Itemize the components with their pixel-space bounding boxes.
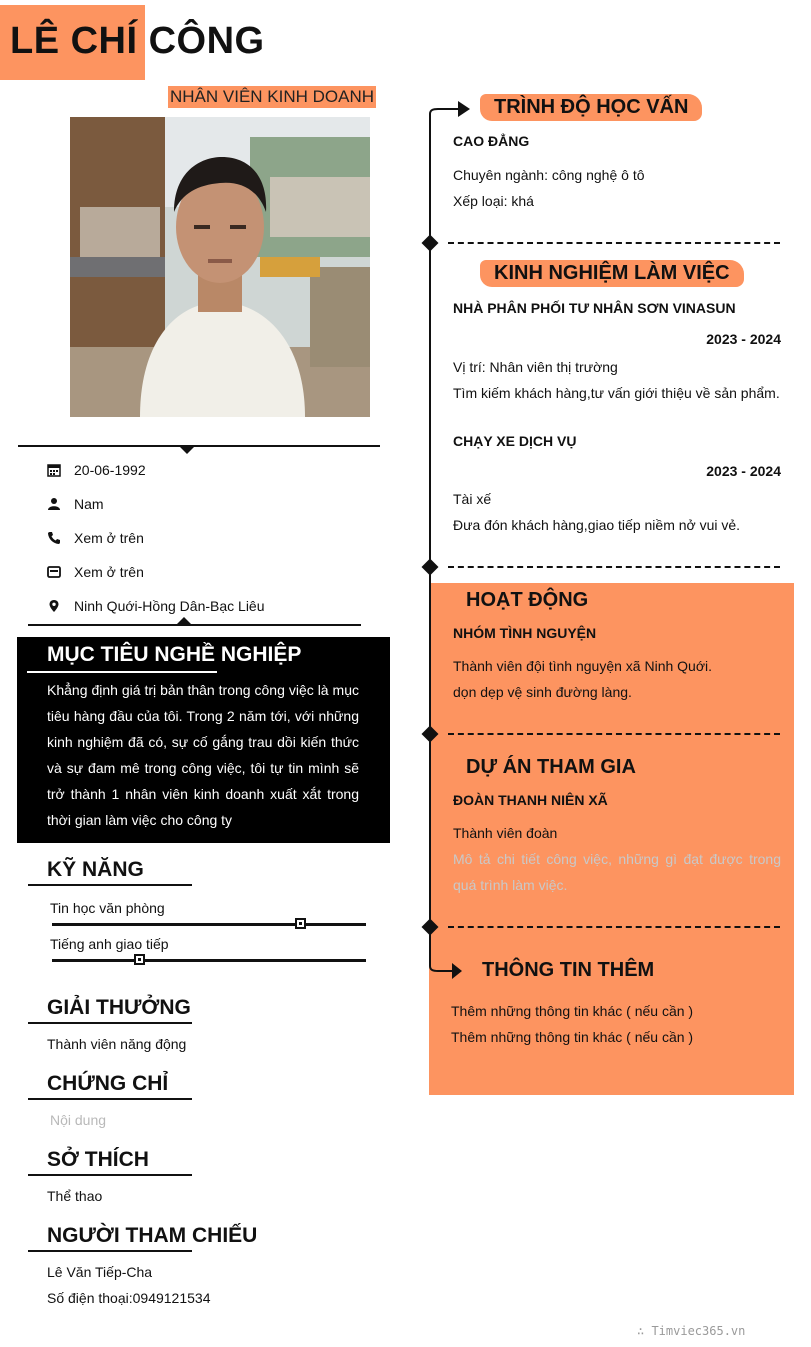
profile-photo	[70, 117, 370, 417]
section-underline	[28, 884, 192, 886]
timeline-start-arrow	[424, 98, 474, 128]
hobbies-text: Thể thao	[47, 1188, 103, 1204]
section-underline	[28, 1098, 192, 1100]
job-years: 2023 - 2024	[706, 463, 781, 479]
references-title: NGƯỜI THAM CHIẾU	[47, 1224, 258, 1247]
job-description: Tìm kiếm khách hàng,tư vấn giới thiệu về sản phẩm.	[453, 385, 780, 401]
skill-name: Tin học văn phòng	[50, 900, 165, 916]
info-phone	[47, 527, 144, 549]
email-icon	[47, 565, 74, 579]
info-value: Xem ở trên	[74, 530, 144, 546]
additional-title: THÔNG TIN THÊM	[482, 959, 655, 981]
skills-title: KỸ NĂNG	[47, 858, 144, 881]
experience-title: KINH NGHIỆM LÀM VIỆC	[480, 260, 744, 287]
job-company: CHẠY XE DỊCH VỤ	[453, 433, 577, 449]
project-role: Thành viên đoàn	[453, 825, 558, 841]
calendar-icon	[47, 463, 74, 477]
info-value: 20-06-1992	[74, 462, 146, 478]
location-icon	[47, 599, 74, 613]
section-underline	[28, 1022, 192, 1024]
job-company: NHÀ PHÂN PHỐI TƯ NHÂN SƠN VINASUN	[453, 300, 736, 316]
hobbies-title: SỞ THÍCH	[47, 1148, 149, 1171]
skill-level-handle[interactable]	[295, 918, 306, 929]
timeline-node	[422, 559, 439, 576]
info-email	[47, 561, 144, 583]
section-underline	[28, 1250, 192, 1252]
job-role: Tài xế	[453, 491, 492, 507]
info-value: Ninh Quới-Hồng Dân-Bạc Liêu	[74, 598, 265, 614]
skill-name: Tiếng anh giao tiếp	[50, 936, 169, 952]
projects-title: DỰ ÁN THAM GIA	[466, 756, 636, 778]
activities-line: dọn dẹp vệ sinh đường làng.	[453, 684, 632, 700]
education-grade: Xếp loại: khá	[453, 193, 534, 209]
dashed-divider	[448, 926, 780, 928]
job-years: 2023 - 2024	[706, 331, 781, 347]
watermark: ∴ Timviec365.vn	[637, 1324, 746, 1338]
candidate-name: LÊ CHÍ CÔNG	[10, 20, 265, 62]
job-role: Vị trí: Nhân viên thị trường	[453, 359, 618, 375]
skill-bar	[52, 959, 366, 962]
dashed-divider	[448, 242, 780, 244]
career-objective	[17, 637, 390, 843]
activities-title: HOẠT ĐỘNG	[466, 589, 589, 611]
timeline-node	[422, 235, 439, 252]
skill-bar	[52, 923, 366, 926]
section-title: MỤC TIÊU NGHỀ NGHIỆP	[47, 643, 302, 666]
info-value: Nam	[74, 496, 104, 512]
dashed-divider	[448, 733, 780, 735]
section-underline	[28, 1174, 192, 1176]
education-major: Chuyên ngành: công nghệ ô tô	[453, 167, 645, 183]
caret-up-icon	[176, 617, 192, 625]
awards-title: GIẢI THƯỞNG	[47, 996, 191, 1019]
objective-text: Khẳng định giá trị bản thân trong công việc là mục tiêu hàng đầu của tôi. Trong 2 năm tới, với những kinh nghiệm đã có, sự cố gắng trau dồi kiến thức và sự đam mê trong công việc, tôi tự tin mình sẽ trở thành 1 nhân viên kinh doanh xuất xắt trong thời gian làm việc cho công ty	[47, 682, 359, 828]
skill-level-handle[interactable]	[134, 954, 145, 965]
additional-line: Thêm những thông tin khác ( nếu cần )	[451, 1003, 694, 1019]
additional-line: Thêm những thông tin khác ( nếu cần )	[451, 1029, 694, 1045]
timeline-end-arrow	[424, 960, 466, 984]
project-description: Mô tả chi tiết công việc, những gì đạt được trong quá trình làm việc.	[453, 851, 781, 893]
info-address	[47, 595, 265, 617]
activities-line: Thành viên đội tình nguyện xã Ninh Quới.	[453, 658, 713, 674]
reference-name: Lê Văn Tiếp-Cha	[47, 1264, 153, 1280]
caret-down-icon	[179, 446, 195, 454]
divider	[28, 624, 361, 626]
certificates-text: Nội dung	[50, 1112, 107, 1128]
reference-phone: Số điện thoại:0949121534	[47, 1290, 211, 1306]
info-birthday	[47, 459, 146, 481]
person-icon	[47, 497, 74, 511]
education-school: CAO ĐẲNG	[453, 133, 530, 149]
divider	[18, 445, 380, 447]
awards-text: Thành viên năng động	[47, 1036, 187, 1052]
job-description: Đưa đón khách hàng,giao tiếp niềm nở vui vẻ.	[453, 517, 741, 533]
job-position: NHÂN VIÊN KINH DOANH	[170, 87, 375, 106]
certificates-title: CHỨNG CHỈ	[47, 1072, 169, 1095]
phone-icon	[47, 531, 74, 545]
project-org: ĐOÀN THANH NIÊN XÃ	[453, 792, 608, 808]
info-gender	[47, 493, 104, 515]
section-underline	[27, 671, 217, 673]
dashed-divider	[448, 566, 780, 568]
info-value: Xem ở trên	[74, 564, 144, 580]
activities-org: NHÓM TÌNH NGUYỆN	[453, 625, 597, 641]
education-title: TRÌNH ĐỘ HỌC VẤN	[480, 94, 702, 121]
